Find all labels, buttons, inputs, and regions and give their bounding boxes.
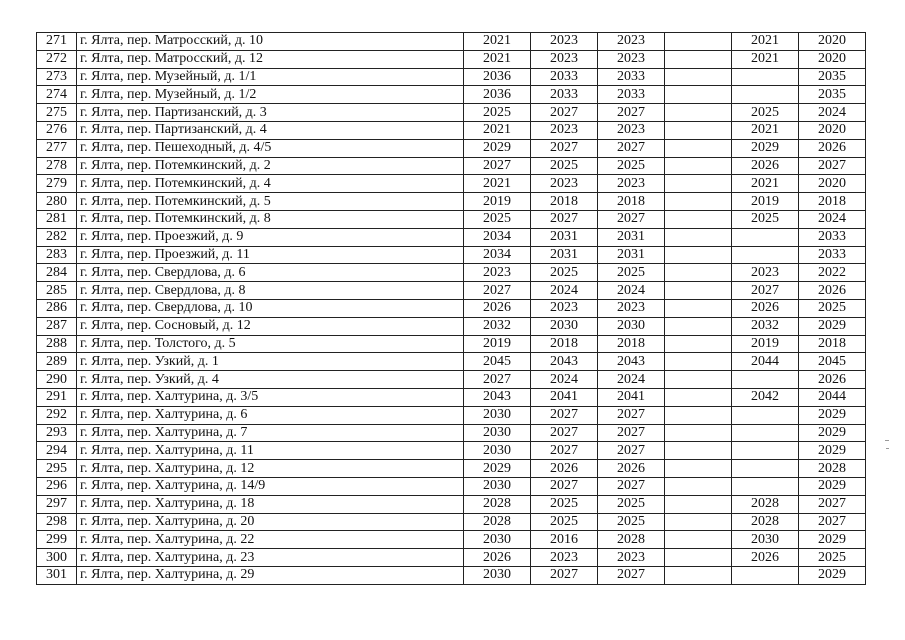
- year-col-6: 2033: [799, 228, 866, 246]
- year-col-3: 2027: [598, 139, 665, 157]
- table-row: [37, 460, 866, 478]
- table-row: [37, 317, 866, 335]
- year-col-1: 2021: [464, 33, 531, 51]
- year-col-2: 2043: [531, 353, 598, 371]
- year-col-4: [665, 246, 732, 264]
- table-row: [37, 495, 866, 513]
- row-address: г. Ялта, пер. Толстого, д. 5: [77, 335, 464, 353]
- year-col-2: 2023: [531, 299, 598, 317]
- row-address: г. Ялта, пер. Пешеходный, д. 4/5: [77, 139, 464, 157]
- year-col-1: 2023: [464, 264, 531, 282]
- table-row: [37, 139, 866, 157]
- year-col-1: 2045: [464, 353, 531, 371]
- row-address: г. Ялта, пер. Халтурина, д. 11: [77, 442, 464, 460]
- year-col-3: 2023: [598, 549, 665, 567]
- row-number: 296: [37, 477, 77, 495]
- row-number: 278: [37, 157, 77, 175]
- year-col-4: [665, 317, 732, 335]
- year-col-6: 2029: [799, 406, 866, 424]
- year-col-1: 2019: [464, 193, 531, 211]
- year-col-6: 2029: [799, 531, 866, 549]
- row-number: 300: [37, 549, 77, 567]
- year-col-5: 2026: [732, 157, 799, 175]
- year-col-4: [665, 566, 732, 584]
- year-col-3: 2018: [598, 193, 665, 211]
- year-col-5: [732, 442, 799, 460]
- row-number: 276: [37, 121, 77, 139]
- year-col-4: [665, 335, 732, 353]
- year-col-4: [665, 139, 732, 157]
- row-address: г. Ялта, пер. Халтурина, д. 18: [77, 495, 464, 513]
- year-col-4: [665, 86, 732, 104]
- year-col-1: 2028: [464, 513, 531, 531]
- table-row: [37, 104, 866, 122]
- year-col-4: [665, 549, 732, 567]
- year-col-6: 2020: [799, 33, 866, 51]
- year-col-4: [665, 68, 732, 86]
- year-col-2: 2027: [531, 139, 598, 157]
- year-col-4: [665, 406, 732, 424]
- row-number: 291: [37, 388, 77, 406]
- row-address: г. Ялта, пер. Свердлова, д. 6: [77, 264, 464, 282]
- year-col-3: 2023: [598, 33, 665, 51]
- row-address: г. Ялта, пер. Партизанский, д. 3: [77, 104, 464, 122]
- schedule-table: [36, 32, 866, 585]
- year-col-1: 2021: [464, 175, 531, 193]
- year-col-3: 2024: [598, 371, 665, 389]
- year-col-2: 2023: [531, 33, 598, 51]
- year-col-5: 2021: [732, 121, 799, 139]
- year-col-4: [665, 388, 732, 406]
- year-col-5: [732, 406, 799, 424]
- year-col-5: [732, 86, 799, 104]
- year-col-5: 2028: [732, 513, 799, 531]
- year-col-2: 2025: [531, 495, 598, 513]
- year-col-2: 2027: [531, 104, 598, 122]
- row-number: 272: [37, 50, 77, 68]
- year-col-6: 2029: [799, 424, 866, 442]
- year-col-5: 2026: [732, 549, 799, 567]
- year-col-1: 2027: [464, 371, 531, 389]
- row-number: 284: [37, 264, 77, 282]
- row-number: 290: [37, 371, 77, 389]
- year-col-2: 2024: [531, 371, 598, 389]
- year-col-3: 2027: [598, 442, 665, 460]
- row-address: г. Ялта, пер. Узкий, д. 1: [77, 353, 464, 371]
- year-col-5: 2021: [732, 33, 799, 51]
- year-col-3: 2026: [598, 460, 665, 478]
- table-row: [37, 121, 866, 139]
- year-col-4: [665, 460, 732, 478]
- year-col-1: 2034: [464, 228, 531, 246]
- year-col-2: 2033: [531, 86, 598, 104]
- year-col-3: 2025: [598, 264, 665, 282]
- year-col-5: 2025: [732, 104, 799, 122]
- row-number: 301: [37, 566, 77, 584]
- year-col-3: 2027: [598, 477, 665, 495]
- year-col-5: [732, 68, 799, 86]
- year-col-6: 2026: [799, 371, 866, 389]
- year-col-6: 2018: [799, 335, 866, 353]
- table-row: [37, 353, 866, 371]
- year-col-5: 2044: [732, 353, 799, 371]
- year-col-1: 2027: [464, 157, 531, 175]
- year-col-5: [732, 566, 799, 584]
- year-col-6: 2027: [799, 495, 866, 513]
- year-col-2: 2025: [531, 513, 598, 531]
- year-col-2: 2016: [531, 531, 598, 549]
- year-col-6: 2018: [799, 193, 866, 211]
- year-col-1: 2028: [464, 495, 531, 513]
- year-col-4: [665, 121, 732, 139]
- year-col-6: 2045: [799, 353, 866, 371]
- year-col-1: 2036: [464, 86, 531, 104]
- year-col-6: 2024: [799, 104, 866, 122]
- year-col-4: [665, 210, 732, 228]
- scan-mark: [885, 440, 889, 441]
- year-col-5: 2028: [732, 495, 799, 513]
- row-number: 295: [37, 460, 77, 478]
- year-col-4: [665, 50, 732, 68]
- row-address: г. Ялта, пер. Партизанский, д. 4: [77, 121, 464, 139]
- row-number: 289: [37, 353, 77, 371]
- year-col-3: 2025: [598, 495, 665, 513]
- row-number: 271: [37, 33, 77, 51]
- year-col-3: 2033: [598, 86, 665, 104]
- year-col-3: 2023: [598, 50, 665, 68]
- scan-mark: [886, 448, 889, 449]
- year-col-3: 2023: [598, 299, 665, 317]
- year-col-1: 2043: [464, 388, 531, 406]
- year-col-1: 2026: [464, 299, 531, 317]
- table-row: [37, 513, 866, 531]
- row-address: г. Ялта, пер. Халтурина, д. 6: [77, 406, 464, 424]
- row-address: г. Ялта, пер. Сосновый, д. 12: [77, 317, 464, 335]
- row-address: г. Ялта, пер. Халтурина, д. 7: [77, 424, 464, 442]
- row-number: 282: [37, 228, 77, 246]
- row-number: 275: [37, 104, 77, 122]
- year-col-2: 2023: [531, 175, 598, 193]
- row-address: г. Ялта, пер. Музейный, д. 1/1: [77, 68, 464, 86]
- row-address: г. Ялта, пер. Матросский, д. 12: [77, 50, 464, 68]
- year-col-3: 2025: [598, 157, 665, 175]
- table-row: [37, 33, 866, 51]
- year-col-3: 2043: [598, 353, 665, 371]
- year-col-3: 2025: [598, 513, 665, 531]
- year-col-3: 2028: [598, 531, 665, 549]
- year-col-1: 2030: [464, 566, 531, 584]
- table-row: [37, 531, 866, 549]
- year-col-5: 2019: [732, 335, 799, 353]
- table-row: [37, 371, 866, 389]
- year-col-3: 2031: [598, 228, 665, 246]
- row-address: г. Ялта, пер. Музейный, д. 1/2: [77, 86, 464, 104]
- year-col-4: [665, 477, 732, 495]
- year-col-5: 2026: [732, 299, 799, 317]
- table-row: [37, 68, 866, 86]
- year-col-5: 2029: [732, 139, 799, 157]
- year-col-6: 2020: [799, 121, 866, 139]
- row-address: г. Ялта, пер. Халтурина, д. 29: [77, 566, 464, 584]
- year-col-6: 2029: [799, 442, 866, 460]
- year-col-3: 2041: [598, 388, 665, 406]
- row-address: г. Ялта, пер. Халтурина, д. 23: [77, 549, 464, 567]
- year-col-5: 2025: [732, 210, 799, 228]
- year-col-3: 2027: [598, 104, 665, 122]
- year-col-6: 2024: [799, 210, 866, 228]
- year-col-3: 2031: [598, 246, 665, 264]
- year-col-1: 2030: [464, 477, 531, 495]
- row-address: г. Ялта, пер. Халтурина, д. 3/5: [77, 388, 464, 406]
- row-address: г. Ялта, пер. Халтурина, д. 12: [77, 460, 464, 478]
- year-col-6: 2028: [799, 460, 866, 478]
- table-row: [37, 264, 866, 282]
- year-col-1: 2021: [464, 121, 531, 139]
- row-address: г. Ялта, пер. Узкий, д. 4: [77, 371, 464, 389]
- table-row: [37, 175, 866, 193]
- year-col-1: 2034: [464, 246, 531, 264]
- row-address: г. Ялта, пер. Матросский, д. 10: [77, 33, 464, 51]
- year-col-5: 2030: [732, 531, 799, 549]
- row-address: г. Ялта, пер. Халтурина, д. 14/9: [77, 477, 464, 495]
- year-col-2: 2027: [531, 442, 598, 460]
- year-col-1: 2029: [464, 139, 531, 157]
- year-col-1: 2030: [464, 442, 531, 460]
- year-col-2: 2026: [531, 460, 598, 478]
- year-col-6: 2026: [799, 282, 866, 300]
- year-col-6: 2035: [799, 86, 866, 104]
- year-col-4: [665, 157, 732, 175]
- year-col-2: 2027: [531, 424, 598, 442]
- table-row: [37, 86, 866, 104]
- year-col-5: 2019: [732, 193, 799, 211]
- row-number: 273: [37, 68, 77, 86]
- row-number: 287: [37, 317, 77, 335]
- year-col-1: 2027: [464, 282, 531, 300]
- year-col-1: 2026: [464, 549, 531, 567]
- year-col-5: 2021: [732, 175, 799, 193]
- year-col-5: 2021: [732, 50, 799, 68]
- year-col-2: 2025: [531, 157, 598, 175]
- table-row: [37, 193, 866, 211]
- year-col-2: 2031: [531, 246, 598, 264]
- year-col-6: 2035: [799, 68, 866, 86]
- row-number: 279: [37, 175, 77, 193]
- year-col-5: [732, 477, 799, 495]
- year-col-2: 2023: [531, 50, 598, 68]
- year-col-1: 2030: [464, 406, 531, 424]
- row-number: 283: [37, 246, 77, 264]
- year-col-6: 2029: [799, 566, 866, 584]
- row-address: г. Ялта, пер. Потемкинский, д. 5: [77, 193, 464, 211]
- year-col-6: 2027: [799, 513, 866, 531]
- year-col-5: 2032: [732, 317, 799, 335]
- table-row: [37, 282, 866, 300]
- row-address: г. Ялта, пер. Потемкинский, д. 8: [77, 210, 464, 228]
- table-body: [37, 33, 866, 585]
- row-number: 288: [37, 335, 77, 353]
- table-row: [37, 566, 866, 584]
- row-number: 293: [37, 424, 77, 442]
- year-col-4: [665, 175, 732, 193]
- row-number: 280: [37, 193, 77, 211]
- year-col-6: 2025: [799, 549, 866, 567]
- year-col-5: [732, 371, 799, 389]
- year-col-5: [732, 460, 799, 478]
- table-row: [37, 388, 866, 406]
- year-col-6: 2022: [799, 264, 866, 282]
- row-number: 292: [37, 406, 77, 424]
- year-col-5: 2023: [732, 264, 799, 282]
- year-col-4: [665, 193, 732, 211]
- year-col-4: [665, 513, 732, 531]
- year-col-1: 2030: [464, 531, 531, 549]
- table-row: [37, 424, 866, 442]
- year-col-6: 2044: [799, 388, 866, 406]
- year-col-6: 2027: [799, 157, 866, 175]
- row-address: г. Ялта, пер. Проезжий, д. 9: [77, 228, 464, 246]
- year-col-5: [732, 424, 799, 442]
- year-col-5: 2042: [732, 388, 799, 406]
- table-row: [37, 477, 866, 495]
- year-col-1: 2036: [464, 68, 531, 86]
- year-col-4: [665, 299, 732, 317]
- year-col-6: 2029: [799, 317, 866, 335]
- table-row: [37, 406, 866, 424]
- table-row: [37, 210, 866, 228]
- year-col-4: [665, 424, 732, 442]
- year-col-3: 2024: [598, 282, 665, 300]
- year-col-5: 2027: [732, 282, 799, 300]
- year-col-3: 2033: [598, 68, 665, 86]
- year-col-2: 2023: [531, 121, 598, 139]
- row-address: г. Ялта, пер. Халтурина, д. 20: [77, 513, 464, 531]
- year-col-4: [665, 282, 732, 300]
- table-row: [37, 228, 866, 246]
- year-col-1: 2019: [464, 335, 531, 353]
- row-address: г. Ялта, пер. Проезжий, д. 11: [77, 246, 464, 264]
- year-col-6: 2029: [799, 477, 866, 495]
- row-number: 286: [37, 299, 77, 317]
- year-col-3: 2027: [598, 406, 665, 424]
- row-address: г. Ялта, пер. Свердлова, д. 10: [77, 299, 464, 317]
- year-col-4: [665, 371, 732, 389]
- row-address: г. Ялта, пер. Потемкинский, д. 4: [77, 175, 464, 193]
- year-col-2: 2027: [531, 406, 598, 424]
- year-col-3: 2027: [598, 566, 665, 584]
- table-row: [37, 50, 866, 68]
- year-col-4: [665, 353, 732, 371]
- year-col-2: 2031: [531, 228, 598, 246]
- year-col-5: [732, 246, 799, 264]
- year-col-3: 2030: [598, 317, 665, 335]
- year-col-4: [665, 33, 732, 51]
- year-col-2: 2030: [531, 317, 598, 335]
- year-col-2: 2018: [531, 193, 598, 211]
- year-col-2: 2027: [531, 477, 598, 495]
- row-number: 298: [37, 513, 77, 531]
- year-col-3: 2018: [598, 335, 665, 353]
- year-col-1: 2030: [464, 424, 531, 442]
- year-col-3: 2023: [598, 175, 665, 193]
- year-col-2: 2025: [531, 264, 598, 282]
- year-col-2: 2023: [531, 549, 598, 567]
- year-col-1: 2021: [464, 50, 531, 68]
- year-col-1: 2025: [464, 210, 531, 228]
- year-col-5: [732, 228, 799, 246]
- year-col-3: 2023: [598, 121, 665, 139]
- table-row: [37, 335, 866, 353]
- year-col-3: 2027: [598, 210, 665, 228]
- row-number: 297: [37, 495, 77, 513]
- year-col-4: [665, 264, 732, 282]
- year-col-2: 2024: [531, 282, 598, 300]
- row-number: 299: [37, 531, 77, 549]
- row-number: 285: [37, 282, 77, 300]
- year-col-4: [665, 228, 732, 246]
- year-col-6: 2025: [799, 299, 866, 317]
- table-row: [37, 549, 866, 567]
- year-col-2: 2018: [531, 335, 598, 353]
- year-col-2: 2027: [531, 566, 598, 584]
- year-col-6: 2026: [799, 139, 866, 157]
- year-col-2: 2041: [531, 388, 598, 406]
- year-col-4: [665, 531, 732, 549]
- row-number: 294: [37, 442, 77, 460]
- year-col-4: [665, 442, 732, 460]
- table-row: [37, 157, 866, 175]
- year-col-4: [665, 495, 732, 513]
- year-col-6: 2020: [799, 50, 866, 68]
- year-col-3: 2027: [598, 424, 665, 442]
- row-number: 277: [37, 139, 77, 157]
- year-col-4: [665, 104, 732, 122]
- year-col-1: 2032: [464, 317, 531, 335]
- year-col-6: 2033: [799, 246, 866, 264]
- row-number: 281: [37, 210, 77, 228]
- row-number: 274: [37, 86, 77, 104]
- year-col-2: 2033: [531, 68, 598, 86]
- row-address: г. Ялта, пер. Халтурина, д. 22: [77, 531, 464, 549]
- table-row: [37, 442, 866, 460]
- row-address: г. Ялта, пер. Потемкинский, д. 2: [77, 157, 464, 175]
- table-row: [37, 246, 866, 264]
- table-row: [37, 299, 866, 317]
- year-col-6: 2020: [799, 175, 866, 193]
- year-col-1: 2029: [464, 460, 531, 478]
- year-col-2: 2027: [531, 210, 598, 228]
- year-col-1: 2025: [464, 104, 531, 122]
- row-address: г. Ялта, пер. Свердлова, д. 8: [77, 282, 464, 300]
